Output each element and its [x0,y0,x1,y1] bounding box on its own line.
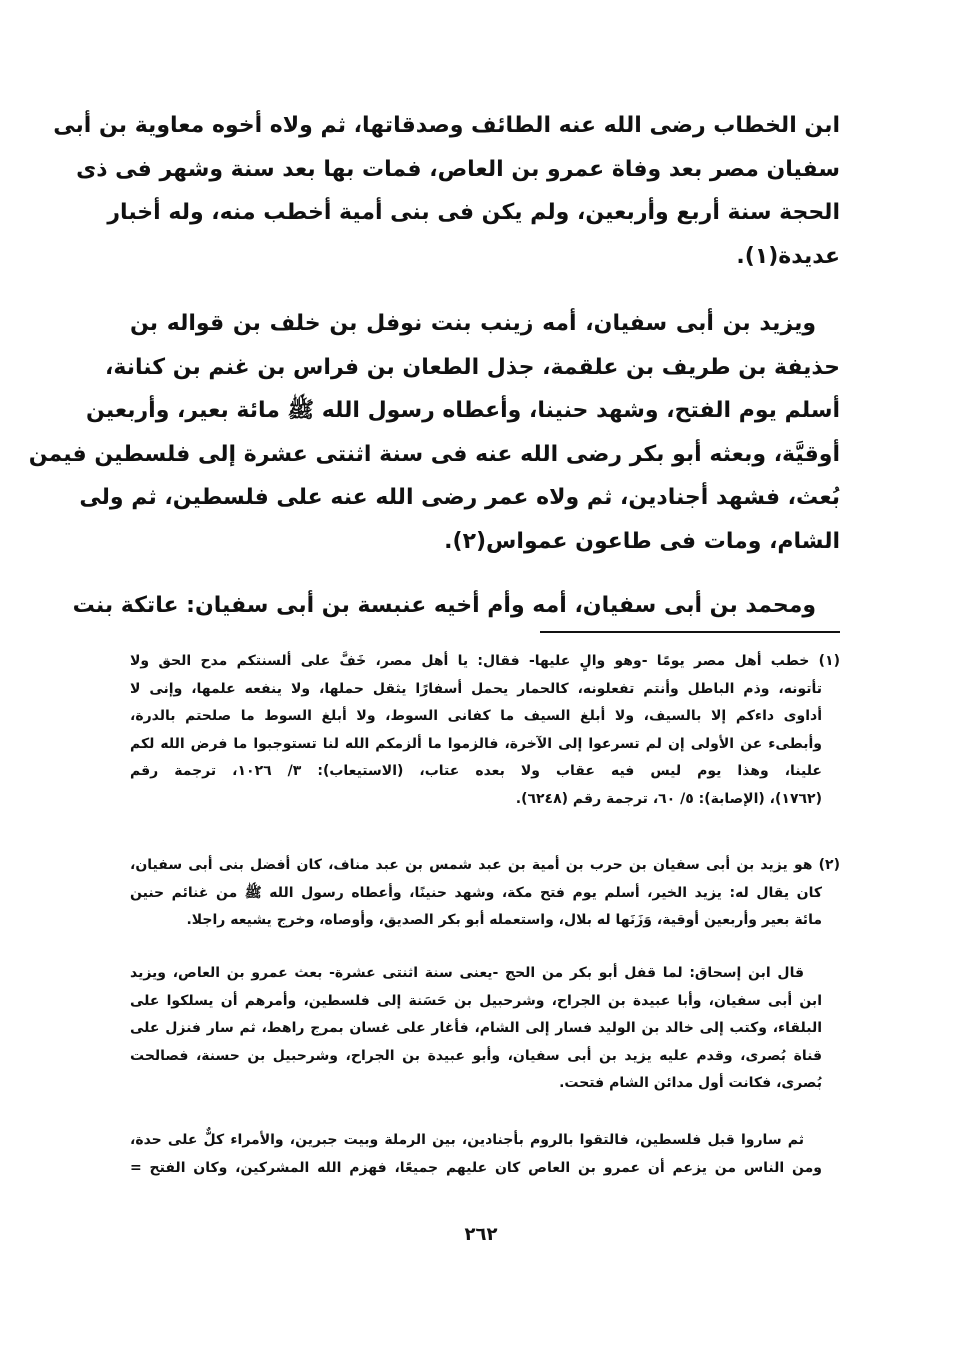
footnote-1 [130,648,840,813]
footnote-line: بُصرى، فكانت أول مدائن الشام فتحت. [559,1075,822,1091]
text-line: حذيفة بن طريف بن علقمة، جذل الطعان بن فراس بن غنم بن كنانة، [105,354,840,380]
text-line: ويزيد بن أبى سفيان، أمه زينب بنت نوفل بن خلف بن قواله بن [130,311,816,336]
footnote-line: (٢) هو يزيد بن أبى سفيان بن حرب بن أمية بن عبد شمس بن عبد مناف، كان أفضل بنى أبى سفيان، [130,857,840,873]
text-line: أوقيَّة، وبعثه أبو بكر رضى الله عنه فى سنة اثنتى عشرة إلى فلسطين فيمن [28,441,840,467]
page-number: ٢٦٢ [464,1224,498,1245]
text-line: بُعث، فشهد أجنادين، ثم ولاه عمر رضى الله عنه على فلسطين، ثم ولى [79,485,840,510]
text-line: أسلم يوم الفتح، وشهد حنينا، وأعطاه رسول الله ﷺ مائة بعير، وأربعين [86,398,840,423]
footnote-2-paragraph-2 [130,960,840,1098]
footnote-line: قال ابن إسحاق: لما قفل أبو بكر من الحج -يعنى سنة اثنتى عشرة- بعث عمرو بن العاص، ويزيد [130,965,804,981]
footnote-2-paragraph-3 [130,1127,840,1182]
text-line: سفيان مصر بعد وفاة عمرو بن العاص، فمات بها بعد سنة وشهر فى ذى [76,156,840,182]
footnote-line: ثم ساروا قبل فلسطين، فالتقوا بالروم بأجنادين، بين الرملة وبيت جبرين، والأمراء كلٌّ على حدة، [130,1132,804,1148]
footnote-line: أداوى داءكم إلا بالسيف، ولا أبلغ السيف ما كفانى السوط، ولا أبلغ السوط ما صلحتم بالدرة، [130,708,822,724]
footnote-2 [130,852,840,935]
footnote-line: قناة بُصرى، وقدم عليه يزيد بن أبى سفيان، وأبو عبيدة بن الجراح، وشرحبيل بن حسنة، فصالحت [130,1047,822,1064]
text-line: الشام، ومات فى طاعون عمواس(٢). [444,528,840,554]
footnote-line: (١) خطب أهل مصر يومًا -وهو والٍ عليها- فقال: يا أهل مصر، خَفَّ على ألسنتكم مدح الحق ولا [130,653,840,669]
main-paragraph-1 [53,104,840,278]
text-line: ابن الخطاب رضى الله عنه الطائف وصدقاتها، ثم ولاه أخوه معاوية بن أبى [53,113,840,138]
footnote-separator [540,631,840,633]
footnote-line: مائة بعير وأربعين أوقية، وَزَنَها له بلال، واستعمله أبو بكر الصديق، وأوصاه، وخرج يشيعه راجلا. [186,912,822,928]
footnote-line: (١٧٦٢)، (الإصابة): ٥/ ٦٠، ترجمة رقم (٦٢٤٨). [515,790,822,807]
main-paragraph-2 [28,302,840,563]
footnote-line: كان يقال له: يزيد الخير، أسلم يوم فتح مكة، وشهد حنينًا، وأعطاه رسول الله ﷺ من غنائم حنين [130,884,822,901]
text-line: عديدة(١). [736,243,840,269]
footnote-line: ابن أبى سفيان، وأبا عبيدة بن الجراح، وشرحبيل بن حَسَنة إلى فلسطين، وأمرهم أن يسلكوا على [130,992,822,1009]
footnote-line: ومن الناس من يزعم أن عمرو بن العاص كان عليهم جميعًا، فهزم الله المشركين، وكان الفتح = [130,1159,822,1176]
text-line: ومحمد بن أبى سفيان، أمه وأم أخيه عنبسة بن أبى سفيان: عاتكة بنت [72,593,816,618]
text-line: الحجة سنة أربع وأربعين، ولم يكن فى بنى أمية أخطب منه، وله أخبار [107,200,840,225]
footnote-line: البلقاء، وكتب إلى خالد بن الوليد فسار إلى الشام، فأغار على غسان بمرج راهط، ثم سار فنزل على [130,1020,822,1036]
footnote-line: علينا، وهذا يوم ليس فيه عقاب ولا بعده عتاب، (الاستيعاب): ٣/ ١٠٢٦، ترجمة رقم [130,763,822,779]
main-paragraph-3 [72,584,840,628]
footnote-line: تأتونه، وذم الباطل وأنتم تفعلونه، كالحمار يحمل أسفارًا يثقل حملها، ولا ينفعه علمها، وإنى لا [130,680,822,697]
footnote-line: وأبطىء عن الأولى إن لم تسرعوا إلى الآخرة، فالزموا ما ألزمكم الله لنا تستوجبوا ما فرض الله لكم [130,735,822,752]
